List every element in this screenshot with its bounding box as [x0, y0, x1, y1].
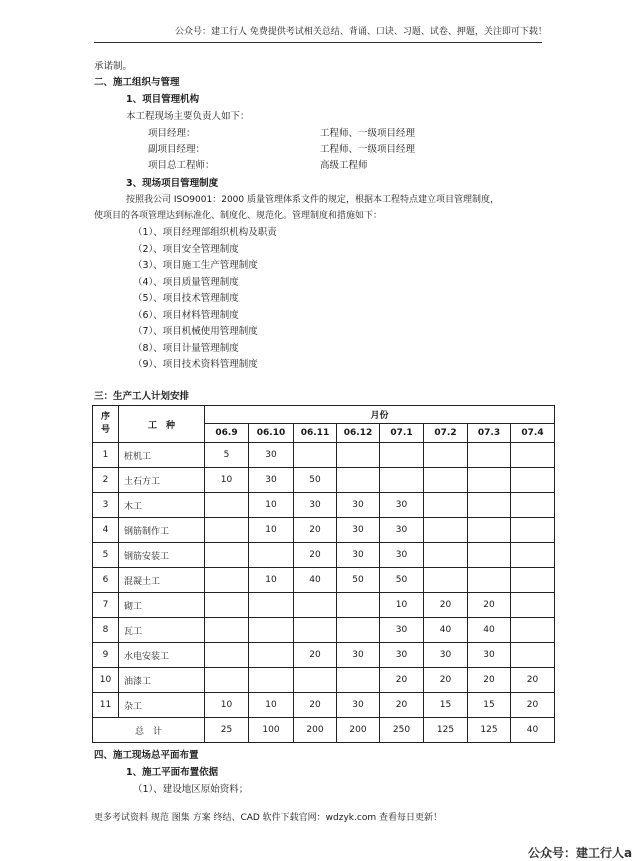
value-cell: [294, 618, 337, 643]
table-row: [93, 693, 555, 718]
page-header: 公众号：建工行人 免费提供考试相关总结、背诵、口诀、习题、试卷、押题，关注即可下载！: [175, 27, 547, 37]
month-header: 06.10: [249, 424, 294, 443]
value-cell: 15: [468, 693, 511, 718]
value-cell: 30: [380, 643, 424, 668]
value-cell: [205, 643, 249, 668]
value-cell: 30: [380, 493, 424, 518]
value-cell: 30: [380, 518, 424, 543]
subsection-3-title: 3、现场项目管理制度: [126, 178, 219, 189]
row-number-cell: 11: [93, 693, 119, 718]
value-cell: [468, 568, 511, 593]
table-row: [93, 543, 555, 568]
value-cell: [511, 493, 555, 518]
system-item-7: （7）、项目机械使用管理制度: [133, 326, 258, 337]
value-cell: 30: [380, 618, 424, 643]
row-number-cell: 2: [93, 468, 119, 493]
value-cell: [294, 443, 337, 468]
value-cell: [511, 518, 555, 543]
paragraph-line-2: 使项目的各项管理达到标准化、制度化、规范化。管理制度和措施如下：: [94, 211, 383, 221]
value-cell: 30: [249, 443, 294, 468]
row-number-cell: 9: [93, 643, 119, 668]
value-cell: 20: [468, 593, 511, 618]
table-row: [93, 668, 555, 693]
header-month: 月份: [205, 406, 555, 424]
value-cell: 10: [205, 693, 249, 718]
value-cell: 30: [380, 543, 424, 568]
trade-cell: 钢筋制作工: [119, 518, 205, 543]
system-item-4: （4）、项目质量管理制度: [133, 277, 239, 288]
month-header: 07.4: [511, 424, 555, 443]
value-cell: 30: [337, 493, 380, 518]
value-cell: [337, 593, 380, 618]
value-cell: 30: [337, 543, 380, 568]
value-cell: [294, 593, 337, 618]
personnel-title-2: 工程师、一级项目经理: [320, 144, 416, 155]
value-cell: 20: [511, 693, 555, 718]
value-cell: [468, 543, 511, 568]
value-cell: [511, 543, 555, 568]
value-cell: [294, 668, 337, 693]
value-cell: [205, 543, 249, 568]
value-cell: 40: [294, 568, 337, 593]
personnel-role-1: 项目经理：: [148, 128, 196, 139]
trade-cell: 油漆工: [119, 668, 205, 693]
value-cell: [468, 493, 511, 518]
value-cell: 10: [205, 468, 249, 493]
value-cell: [424, 568, 468, 593]
value-cell: [337, 618, 380, 643]
system-item-2: （2）、项目安全管理制度: [133, 244, 239, 255]
value-cell: 30: [337, 693, 380, 718]
value-cell: 30: [337, 518, 380, 543]
trade-cell: 土石方工: [119, 468, 205, 493]
value-cell: [511, 443, 555, 468]
table-row: [93, 568, 555, 593]
section-2-title: 二、施工组织与管理: [94, 77, 180, 88]
row-number-cell: 7: [93, 593, 119, 618]
value-cell: 30: [424, 643, 468, 668]
value-cell: 10: [249, 693, 294, 718]
table-row: [93, 643, 555, 668]
table-row: [93, 518, 555, 543]
total-value-cell: 100: [249, 718, 294, 743]
table-row: [93, 443, 555, 468]
system-item-6: （6）、项目材料管理制度: [133, 310, 239, 321]
header-rule: [94, 42, 542, 43]
header-trade: 工 种: [119, 406, 205, 443]
section-3-title: 三：生产工人计划安排: [94, 391, 190, 402]
personnel-role-3: 项目总工程师：: [148, 160, 215, 171]
system-item-9: （9）、项目技术资料管理制度: [133, 359, 258, 370]
value-cell: [337, 668, 380, 693]
value-cell: 20: [424, 593, 468, 618]
footer-note: 更多考试资料 规范 图集 方案 终结、CAD 软件下载官网：wdzyk.com 查看每日更新！: [94, 813, 442, 823]
value-cell: 30: [468, 643, 511, 668]
trade-cell: 钢筋安装工: [119, 543, 205, 568]
trade-cell: 瓦工: [119, 618, 205, 643]
table-row: [93, 493, 555, 518]
value-cell: [424, 468, 468, 493]
table-row: [93, 618, 555, 643]
system-item-8: （8）、项目计量管理制度: [133, 343, 239, 354]
subsection-1-title: 1、项目管理机构: [126, 94, 200, 105]
row-number-cell: 5: [93, 543, 119, 568]
value-cell: 20: [294, 543, 337, 568]
trade-cell: 水电安装工: [119, 643, 205, 668]
value-cell: [249, 543, 294, 568]
value-cell: 20: [294, 643, 337, 668]
month-header: 06.11: [294, 424, 337, 443]
value-cell: 15: [424, 693, 468, 718]
total-value-cell: 40: [511, 718, 555, 743]
value-cell: 30: [249, 468, 294, 493]
value-cell: [468, 468, 511, 493]
month-header: 07.2: [424, 424, 468, 443]
value-cell: 20: [380, 668, 424, 693]
table-row: [93, 593, 555, 618]
value-cell: [511, 618, 555, 643]
value-cell: 10: [249, 518, 294, 543]
value-cell: 20: [511, 668, 555, 693]
section-4-subtitle-1: 1、施工平面布置依据: [126, 767, 219, 778]
value-cell: [424, 443, 468, 468]
value-cell: [424, 493, 468, 518]
value-cell: 30: [294, 493, 337, 518]
value-cell: 50: [337, 568, 380, 593]
value-cell: [337, 443, 380, 468]
value-cell: 20: [294, 693, 337, 718]
trade-cell: 杂工: [119, 693, 205, 718]
system-item-1: （1）、项目经理部组织机构及职责: [133, 227, 277, 238]
value-cell: 50: [294, 468, 337, 493]
value-cell: [424, 543, 468, 568]
intro-text: 本工程现场主要负责人如下：: [126, 111, 250, 122]
value-cell: [468, 443, 511, 468]
system-item-5: （5）、项目技术管理制度: [133, 293, 239, 304]
header-row-months-title: [93, 406, 555, 424]
value-cell: [511, 643, 555, 668]
paragraph-line-1: 按照我公司 ISO9001：2000 质量管理体系文件的规定，根据本工程特点建立项目管理制度，: [126, 195, 499, 205]
value-cell: [205, 668, 249, 693]
total-row: [93, 718, 555, 743]
month-header: 07.1: [380, 424, 424, 443]
value-cell: 20: [294, 518, 337, 543]
total-value-cell: 125: [424, 718, 468, 743]
value-cell: 20: [380, 693, 424, 718]
value-cell: [205, 493, 249, 518]
top-line: 承诺制。: [94, 61, 133, 72]
value-cell: [249, 668, 294, 693]
value-cell: [205, 618, 249, 643]
trade-cell: 桩机工: [119, 443, 205, 468]
month-header: 06.9: [205, 424, 249, 443]
row-number-cell: 4: [93, 518, 119, 543]
header-seq-char-1: 序: [100, 412, 110, 422]
value-cell: [380, 443, 424, 468]
value-cell: 40: [468, 618, 511, 643]
trade-cell: 木工: [119, 493, 205, 518]
row-number-cell: 6: [93, 568, 119, 593]
total-value-cell: 125: [468, 718, 511, 743]
value-cell: [249, 643, 294, 668]
value-cell: [511, 568, 555, 593]
value-cell: 30: [337, 643, 380, 668]
worker-plan-table: [92, 405, 555, 743]
trade-cell: 砌工: [119, 593, 205, 618]
row-number-cell: 8: [93, 618, 119, 643]
header-seq-char-2: 号: [100, 425, 110, 435]
value-cell: [468, 518, 511, 543]
value-cell: [205, 518, 249, 543]
section-4-title: 四、施工现场总平面布置: [94, 750, 199, 761]
total-value-cell: 250: [380, 718, 424, 743]
value-cell: 10: [380, 593, 424, 618]
value-cell: [424, 518, 468, 543]
total-value-cell: 200: [294, 718, 337, 743]
section-4-item-1: （1）、建设地区原始资料；: [133, 784, 249, 795]
personnel-title-1: 工程师、一级项目经理: [320, 128, 416, 139]
watermark: 公众号：建工行人a: [528, 846, 633, 860]
row-number-cell: 3: [93, 493, 119, 518]
personnel-title-3: 高级工程师: [320, 160, 368, 171]
value-cell: 5: [205, 443, 249, 468]
row-number-cell: 10: [93, 668, 119, 693]
row-number-cell: 1: [93, 443, 119, 468]
total-value-cell: 200: [337, 718, 380, 743]
value-cell: [337, 468, 380, 493]
value-cell: 40: [424, 618, 468, 643]
month-header: 06.12: [337, 424, 380, 443]
trade-cell: 混凝土工: [119, 568, 205, 593]
value-cell: 20: [424, 668, 468, 693]
value-cell: [249, 618, 294, 643]
value-cell: 10: [249, 568, 294, 593]
value-cell: [380, 468, 424, 493]
value-cell: [511, 468, 555, 493]
value-cell: [511, 593, 555, 618]
table-body: [93, 406, 555, 743]
header-seq-cell: [93, 406, 119, 443]
total-value-cell: 25: [205, 718, 249, 743]
value-cell: 10: [249, 493, 294, 518]
value-cell: [249, 593, 294, 618]
month-header: 07.3: [468, 424, 511, 443]
system-item-3: （3）、项目施工生产管理制度: [133, 260, 258, 271]
value-cell: [205, 593, 249, 618]
table-row: [93, 468, 555, 493]
value-cell: 20: [468, 668, 511, 693]
value-cell: 50: [380, 568, 424, 593]
total-label-cell: 总 计: [93, 718, 205, 743]
value-cell: [205, 568, 249, 593]
personnel-role-2: 副项目经理：: [148, 144, 206, 155]
